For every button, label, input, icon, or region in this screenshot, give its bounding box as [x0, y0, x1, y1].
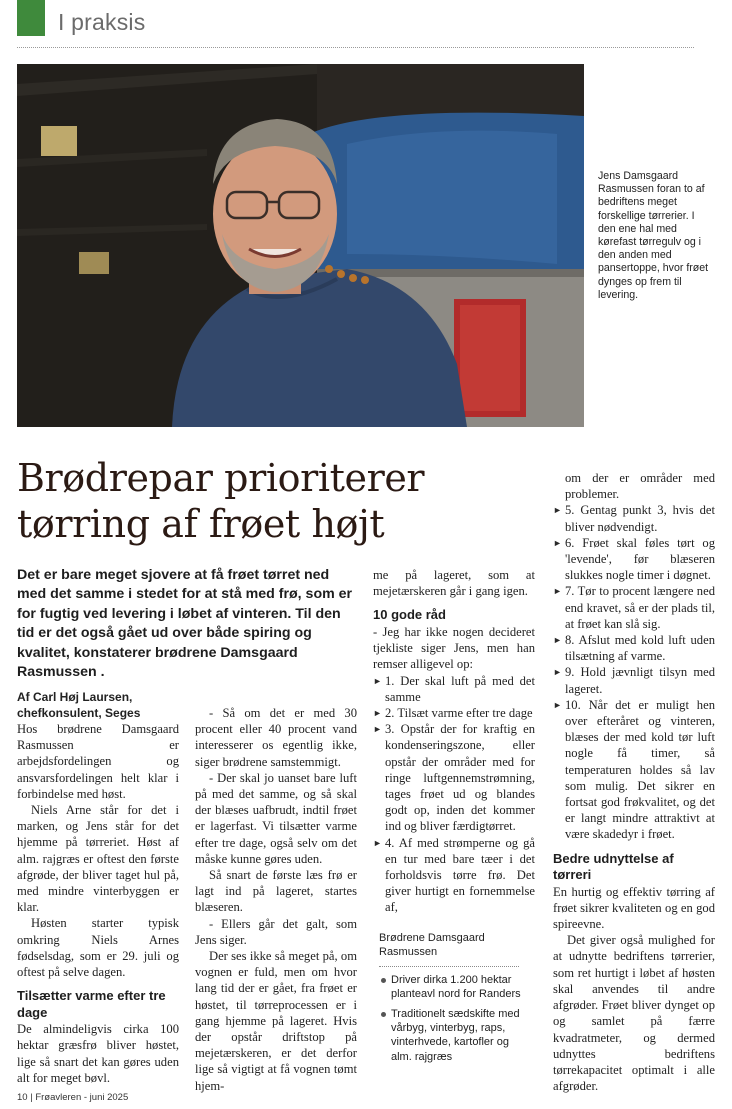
subheading: Bedre udnyttelse af tørreri [553, 850, 674, 883]
paragraph: En hurtig og effektiv tørring af frøet sikrer kvaliteten og en god spireevne. [553, 884, 715, 932]
column-2 [195, 705, 357, 1094]
tip-item: ► 10. Når det er muligt hen over efteråret og vinteren, blæses der med kold tør luft nogle få timer, så temperaturen holdes så lav som mulig. Det sikrer en fortsat god frøkvalitet, og det er langt mindre attraktivt at være skadedyr i frøet. [553, 697, 715, 843]
header-divider [17, 47, 694, 48]
fact-box [379, 931, 529, 1069]
byline-role: chefkonsulent, Seges [17, 706, 141, 720]
column-4 [553, 470, 715, 1094]
fact-box-divider [379, 966, 519, 967]
byline [17, 689, 179, 721]
section-color-bar [17, 0, 45, 36]
photo-illustration [17, 64, 584, 427]
paragraph: - Der skal jo uanset bare luft på med det samme, og så skal der blæses uafbrudt, indtil frøet er lagerfast. Vi tilsætter varme efter tre dage, også selv om det måske kunne gøres uden. [195, 770, 357, 866]
tip-item: ► 7. Tør to procent længere ned end kravet, så er der plads til, at frøet kan slå sig. [553, 583, 715, 632]
paragraph: me på lageret, som at mejetærskeren går i gang igen. [373, 568, 535, 599]
tip-item: ► 4. Af med strømperne og gå en tur med bare tæer i det forholdsvis tørre frø. Det giver hurtigt en fornemmelse af, [373, 835, 535, 916]
headline-line-1: Brødrepar prioriterer [17, 456, 425, 500]
tip-item: ► 8. Afslut med kold luft uden tilsætning af varme. [553, 632, 715, 664]
tip-item: ► 6. Frøet skal føles tørt og 'levende', før blæseren slukkes nogle timer i døgnet. [553, 535, 715, 584]
subheading: 10 gode råd [373, 607, 446, 623]
fact-box-list [379, 973, 529, 1064]
tip-item: ► 2. Tilsæt varme efter tre dage [373, 705, 535, 721]
paragraph: Høsten starter typisk omkring Niels Arnes fødselsdag, som er 29. juli og oftest på selve dagen. [17, 916, 179, 980]
subheading: Tilsætter varme efter tre dage [17, 988, 166, 1020]
fact-box-title: Brødrene Damsgaard Rasmussen [379, 932, 485, 959]
page-footer: 10 | Frøavleren - juni 2025 [17, 1092, 129, 1103]
fact-item: Traditionelt sædskifte med vårbyg, vinterbyg, raps, vinterhvede, kartofler og alm. rajgræs [379, 1007, 529, 1065]
paragraph: om der er områder med problemer. [565, 471, 715, 502]
paragraph: Hos brødrene Damsgaard Rasmussen er arbejdsfordelingen og ansvarsfordelingen helt klar i forbindelse med høst. [17, 722, 179, 801]
tip-item: ► 1. Der skal luft på med det samme [373, 673, 535, 705]
article-photo [17, 64, 584, 427]
byline-author: Af Carl Høj Laursen, [17, 690, 133, 704]
paragraph: - Så om det er med 30 procent eller 40 procent vand interesserer os egentlig ikke, siger brødrene samstemmigt. [195, 706, 357, 769]
article-lead: Det er bare meget sjovere at få frøet tørret ned med det samme i stedet for at stå med frø, som er for fugtig ved levering i løbet af vinteren. Til den tid er det også gået ud over både spiring og kvalitet, konstaterer brødrene Damsgaard Rasmussen . [17, 567, 353, 681]
tips-list [553, 502, 715, 842]
paragraph: Der ses ikke så meget på, om vognen er fuld, men om hvor lang tid der er gået, fra frøet er høstet, til tørreprocessen er i gang hjemme på lageret. Hvis der opstår driftstop på mejetærskeren, er det derfor lige så vigtigt at få vognen tømt hjem- [195, 949, 357, 1093]
tips-list [373, 673, 535, 916]
paragraph: Niels Arne står for det i marken, og Jens står for det hjemme på tørreriet. Høst af alm. rajgræs er oftest den første afgrøde, der bliver taget hul på, med mindre vinterbyggen er klar. [17, 803, 179, 915]
fact-item: Driver dirka 1.200 hektar planteavl nord for Randers [379, 973, 529, 1002]
paragraph: Så snart de første læs frø er lagt ind på lageret, startes blæseren. [195, 868, 357, 915]
article-headline [17, 455, 562, 547]
paragraph: De almindeligvis cirka 100 hektar græsfrø bliver høstet, lige så snart det kan gøres uden alt for meget bøvl. [17, 1022, 179, 1085]
headline-line-2: tørring af frøet højt [17, 502, 385, 546]
column-1 [17, 689, 179, 1086]
column-3 [373, 567, 535, 916]
tip-item: ► 9. Hold jævnligt tilsyn med lageret. [553, 664, 715, 696]
paragraph: - Ellers går det galt, som Jens siger. [195, 916, 357, 947]
tip-item: ► 5. Gentag punkt 3, hvis det bliver nødvendigt. [553, 502, 715, 534]
photo-caption: Jens Damsgaard Rasmussen foran to af bedriftens meget forskellige tørrerier. I den ene hal med kørefast tørregulv og i den anden med pansertoppe, hvor frøet dynges op frem til levering. [598, 170, 709, 301]
section-label: I praksis [58, 9, 146, 35]
tip-item: ► 3. Opstår der for kraftig en kondenseringszone, eller opstår der områder med for ringe luftgennemstrømning, tages frøet ud og blandes godt op, inden det kommer ind og bliver færdigtørret. [373, 721, 535, 834]
paragraph: Det giver også mulighed for at udnytte bedriftens tørrerier, som ret hurtigt i løbet af høsten skal anvendes til andre afgrøder. Frøet bliver dynget op og samlet på færre kvadratmeter, og dermed udnyttes bedriftens tørrekapacitet optimalt i alle afgrøder. [553, 933, 715, 1094]
paragraph: - Jeg har ikke nogen decideret tjekliste siger Jens, men han remser alligevel op: [373, 624, 535, 672]
